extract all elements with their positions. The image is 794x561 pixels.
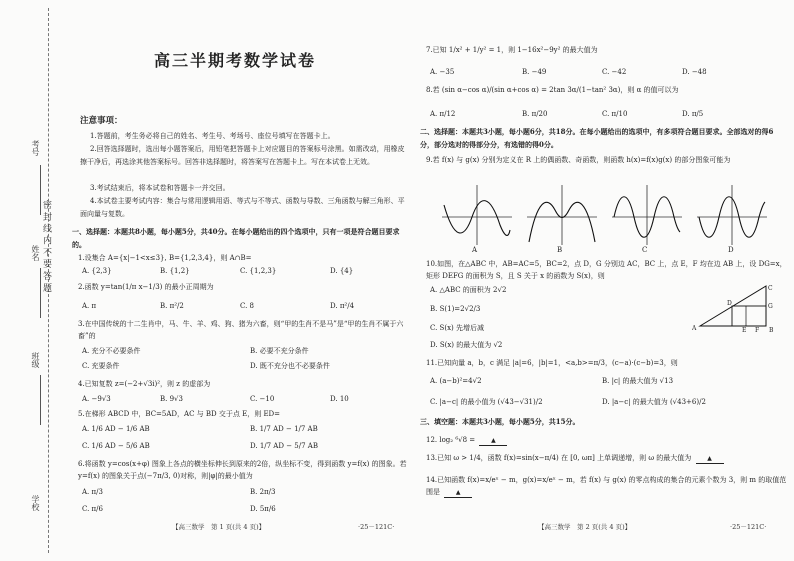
q13-stem: 13.已知 ω > 1/4，函数 f(x)=sin(x−π/4) 在 [0, ωπ] 上单调递增，则 ω 的最大值为 <box>426 454 692 462</box>
section-1-heading: 一、选择题：本题共8小题，每小题5分，共40分。在每小题给出的四个选项中，只有一项是符合题目要求的。 <box>72 227 400 249</box>
question-14 <box>426 474 790 498</box>
q14-answer-blank[interactable]: ▲ <box>444 489 472 498</box>
q9-graph-a <box>442 185 512 245</box>
q9-label-d: D <box>728 246 734 254</box>
name-line <box>40 268 41 318</box>
q9-label-b: B <box>557 246 563 254</box>
q10-option-c: C. S(x) 先增后减 <box>430 324 484 332</box>
notice-1: 1.答题前，考生务必将自己的姓名、考生号、考场号、座位号填写在答题卡上。 <box>90 132 335 140</box>
section-3-heading: 三、填空题：本题共3小题，每小题5分，共15分。 <box>420 417 580 426</box>
notice-3: 3.考试结束后，将本试卷和答题卡一并交回。 <box>90 184 230 192</box>
binding-strip <box>0 0 60 561</box>
class-line <box>40 375 41 425</box>
question-1: 1.设集合 A={x|−1<x≤3}, B={1,2,3,4}，则 A∩B= <box>78 254 252 262</box>
q2-option-b: B. π²/2 <box>160 302 184 310</box>
q7-option-c: C. −42 <box>602 68 627 76</box>
page-1-footer: 【高三数学 第 1 页(共 4 页)】 <box>172 523 266 531</box>
page-2-code: ·25－121C· <box>730 523 767 531</box>
q11-option-b: B. |c| 的最大值为 √13 <box>602 377 674 385</box>
q7-option-b: B. −49 <box>522 68 547 76</box>
q4-option-c: C. −10 <box>250 395 275 403</box>
q9-graph-d <box>697 185 767 245</box>
q1-option-a: A. {2,3} <box>82 267 112 275</box>
notice-heading: 注意事项： <box>80 116 123 126</box>
q10-option-d: D. S(x) 的最大值为 √2 <box>430 341 503 349</box>
q4-option-b: B. 9√3 <box>160 395 183 403</box>
seal-text: 密 封 线 内 不 要 答 题 <box>41 200 51 293</box>
exam-no-line <box>40 165 41 215</box>
q6-option-b: B. 2π/3 <box>250 488 276 496</box>
page-1-code: ·25－121C· <box>358 523 395 531</box>
fig-label-d: D <box>727 300 732 307</box>
q1-option-b: B. {1,2} <box>160 267 190 275</box>
q11-option-d: D. |a−c| 的最大值为 (√43+6)/2 <box>602 398 706 406</box>
q3-option-b: B. 必要不充分条件 <box>250 347 309 355</box>
q5-option-d: D. 1/7 AD − 5/7 AB <box>250 442 318 450</box>
class-label: 班级 <box>31 352 40 368</box>
q12-stem: 12. log₂ ⁶√8 = <box>426 436 476 444</box>
q6-option-a: A. π/3 <box>82 488 103 496</box>
q4-option-d: D. 10 <box>330 395 349 403</box>
page-2-footer: 【高三数学 第 2 页(共 4 页)】 <box>538 523 632 531</box>
school-label: 学校 <box>31 495 40 511</box>
q2-option-a: A. π <box>82 302 97 310</box>
q5-option-c: C. 1/6 AD − 5/6 AB <box>82 442 150 450</box>
question-12 <box>426 434 790 446</box>
question-8: 8.若 (sin α−cos α)/(sin α+cos α) = 2tan 3α/(1−tan² 3α)，则 α 的值可以为 <box>426 86 679 94</box>
name-label: 姓名 <box>31 245 40 261</box>
q14-stem: 14.已知函数 f(x)=x/eˣ − m，g(x)=x/eˣ − m，若 f(x) 与 g(x) 的零点构成的集合的元素个数为 3，则 m 的取值范围是 <box>426 476 787 496</box>
q5-option-a: A. 1/6 AD − 1/6 AB <box>82 425 150 433</box>
q9-label-a: A <box>472 246 478 254</box>
q9-graph-b <box>527 185 597 245</box>
fig-label-g: G <box>768 303 773 310</box>
exam-no-label: 考号 <box>31 140 40 156</box>
q1-option-d: D. {4} <box>330 267 354 275</box>
section-2-heading: 二、选择题：本题共3小题，每小题6分，共18分。在每小题给出的选项中，有多项符合题目要求。全部选对的得6分，部分选对的得部分分，有选错的得0分。 <box>420 127 774 149</box>
q11-option-a: A. (a−b)²=4√2 <box>430 377 482 385</box>
q8-option-b: B. π/20 <box>522 110 548 118</box>
question-10: 10.如图，在△ABC 中，AB=AC=5，BC=2，点 D，G 分别边 AC，BC 上，点 E，F 均在边 AB 上，设 DG=x，矩形 DEFG 的面积为 S，且 S 关于 x 的函数为 S(x)，则 <box>426 260 787 280</box>
notice-2: 2.回答选择题时，选出每小题答案后，用铅笔把答题卡上对应题目的答案标号涂黑。如需改动，用橡皮擦干净后，再选涂其他答案标号。回答非选择题时，将答案写在答题卡上。写在本试卷上无效。 <box>80 145 405 166</box>
q2-option-c: C. 8 <box>240 302 255 310</box>
exam-title: 高三半期考数学试卷 <box>153 51 316 70</box>
q5-option-b: B. 1/7 AD − 1/7 AB <box>250 425 318 433</box>
fig-label-f: F <box>755 327 760 332</box>
q6-option-d: D. 5π/6 <box>250 505 276 513</box>
fig-label-c: C <box>768 285 773 292</box>
question-9: 9.若 f(x) 与 g(x) 分别为定义在 R 上的偶函数、奇函数，则函数 h(x)=f(x)g(x) 的部分图象可能为 <box>426 156 731 164</box>
fig-label-e: E <box>742 327 747 332</box>
q10-triangle-figure <box>692 282 782 332</box>
q11-option-c: C. |a−c| 的最小值为 (√43−√31)/2 <box>430 398 543 406</box>
question-2: 2.函数 y=tan(1/π x−1/3) 的最小正周期为 <box>78 283 214 291</box>
q3-option-d: D. 既不充分也不必要条件 <box>250 362 330 370</box>
question-4: 4.已知复数 z=(−2+√3i)²，则 z 的虚部为 <box>78 380 211 388</box>
fig-label-a: A <box>692 325 697 332</box>
q3-option-a: A. 充分不必要条件 <box>82 347 141 355</box>
fig-label-b: B <box>769 327 774 332</box>
question-3: 3.在中国传统的十二生肖中，马、牛、羊、鸡、狗、猪为六畜，则“甲的生肖不是马”是“甲的生肖不属于六畜”的 <box>78 320 404 340</box>
question-13 <box>426 452 790 464</box>
q13-answer-blank[interactable]: ▲ <box>696 455 724 464</box>
question-7: 7.已知 1/x² + 1/y² = 1，则 1−16x²−9y² 的最大值为 <box>426 46 598 54</box>
q8-option-c: C. π/10 <box>602 110 628 118</box>
q7-option-a: A. −35 <box>430 68 455 76</box>
q4-option-a: A. −9√3 <box>82 395 111 403</box>
page-2 <box>412 0 792 561</box>
q10-option-a: A. △ABC 的面积为 2√2 <box>430 286 507 294</box>
q7-option-d: D. −48 <box>682 68 707 76</box>
notice-4: 4.本试卷主要考试内容：集合与常用逻辑用语、等式与不等式、函数与导数、三角函数与解三角形、平面向量与复数。 <box>80 197 405 218</box>
page-1 <box>60 0 410 561</box>
q6-option-c: C. π/6 <box>82 505 103 513</box>
q10-option-b: B. S(1)=2√2/3 <box>430 305 481 313</box>
question-5: 5.在梯形 ABCD 中，BC=5AD，AC 与 BD 交于点 E，则 ED= <box>78 410 281 418</box>
q9-graph-c <box>612 185 682 245</box>
q3-option-c: C. 充要条件 <box>82 362 120 370</box>
q2-option-d: D. π²/4 <box>330 302 355 310</box>
q9-label-c: C <box>642 246 648 254</box>
question-11: 11.已知向量 a，b，c 满足 |a|=6，|b|=1，<a,b>=π/3，(c−a)·(c−b)=3，则 <box>426 359 678 367</box>
q8-option-a: A. π/12 <box>430 110 456 118</box>
q8-option-d: D. π/5 <box>682 110 704 118</box>
q1-option-c: C. {1,2,3} <box>240 267 277 275</box>
q12-answer-blank[interactable]: ▲ <box>479 437 507 446</box>
question-6: 6.将函数 y=cos(x+φ) 图象上各点的横坐标伸长到原来的2倍，纵坐标不变，得到函数 y=f(x) 的图象。若 y=f(x) 的图象关于点(−7π/3, 0)对称，则|φ|的最小值为 <box>78 460 407 480</box>
